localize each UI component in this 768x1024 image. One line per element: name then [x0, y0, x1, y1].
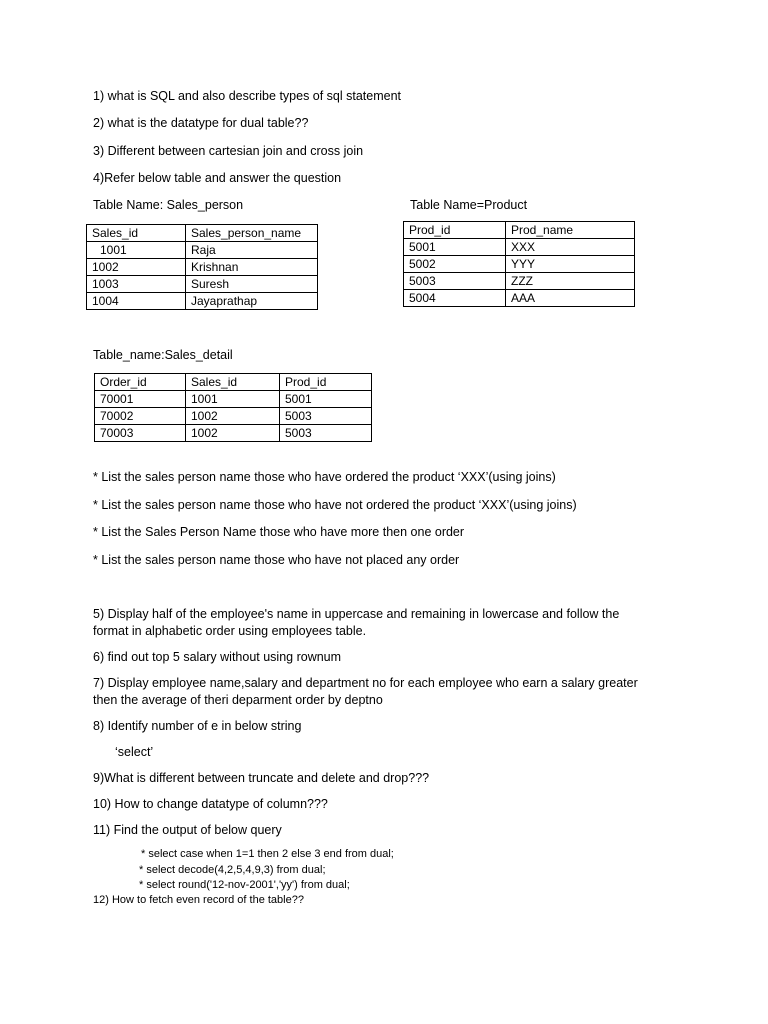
- table-header-cell: Prod_name: [506, 222, 635, 239]
- table-row: [404, 290, 635, 307]
- table-header-cell: Sales_id: [87, 225, 186, 242]
- table-row: [404, 239, 635, 256]
- table-header-cell: Prod_id: [404, 222, 506, 239]
- table-row: [87, 276, 318, 293]
- table-row: [95, 425, 372, 442]
- question-1: 1) what is SQL and also describe types of sql statement: [93, 89, 402, 103]
- question-11: 11) Find the output of below query: [93, 823, 282, 837]
- table-header-cell: Prod_id: [280, 374, 372, 391]
- table-cell: 1001: [186, 391, 280, 408]
- table-row: [404, 273, 635, 290]
- table-row: [87, 259, 318, 276]
- table-cell: Jayaprathap: [186, 293, 318, 310]
- sales-person-table: [86, 224, 318, 310]
- question-9: 9)What is different between truncate and delete and drop???: [93, 771, 430, 785]
- query-line: * select case when 1=1 then 2 else 3 end from dual;: [141, 848, 394, 860]
- question-7-line-2: then the average of theri deparment order by deptno: [93, 693, 383, 707]
- table-cell: 5002: [404, 256, 506, 273]
- table-header-row: [95, 374, 372, 391]
- bullet-question: * List the sales person name those who have not placed any order: [93, 553, 460, 567]
- table-row: [87, 293, 318, 310]
- table-cell: 70001: [95, 391, 186, 408]
- query-line: * select decode(4,2,5,4,9,3) from dual;: [139, 864, 326, 876]
- question-5-line-2: format in alphabetic order using employees table.: [93, 624, 367, 638]
- query-line: * select round('12-nov-2001','yy') from dual;: [139, 879, 350, 891]
- table-cell: ZZZ: [506, 273, 635, 290]
- table-row: [87, 242, 318, 259]
- table-cell: 70002: [95, 408, 186, 425]
- table-cell: 1002: [186, 408, 280, 425]
- table-cell: AAA: [506, 290, 635, 307]
- table-cell: 1002: [87, 259, 186, 276]
- question-10: 10) How to change datatype of column???: [93, 797, 328, 811]
- sales-person-table-title: Table Name: Sales_person: [93, 198, 244, 212]
- table-cell: 1003: [87, 276, 186, 293]
- product-table: [403, 221, 635, 307]
- question-2: 2) what is the datatype for dual table??: [93, 116, 309, 130]
- sales-detail-table-title: Table_name:Sales_detail: [93, 348, 233, 362]
- sales-detail-table: [94, 373, 372, 442]
- table-header-cell: Sales_person_name: [186, 225, 318, 242]
- table-cell: 5003: [280, 408, 372, 425]
- table-cell: 5001: [404, 239, 506, 256]
- table-row: [95, 408, 372, 425]
- table-cell: Krishnan: [186, 259, 318, 276]
- question-7-line-1: 7) Display employee name,salary and department no for each employee who earn a salary greater: [93, 676, 638, 690]
- bullet-question: * List the Sales Person Name those who have more then one order: [93, 525, 465, 539]
- table-cell: XXX: [506, 239, 635, 256]
- product-table-title: Table Name=Product: [410, 198, 528, 212]
- question-5-line-1: 5) Display half of the employee's name in uppercase and remaining in lowercase and follow the: [93, 607, 620, 621]
- table-header-cell: Order_id: [95, 374, 186, 391]
- table-cell: 1004: [87, 293, 186, 310]
- table-header-cell: Sales_id: [186, 374, 280, 391]
- table-cell: 1002: [186, 425, 280, 442]
- table-header-row: [404, 222, 635, 239]
- table-cell: 1001: [87, 242, 186, 259]
- bullet-question: * List the sales person name those who have ordered the product ‘XXX’(using joins): [93, 470, 556, 484]
- question-4: 4)Refer below table and answer the question: [93, 171, 342, 185]
- question-6: 6) find out top 5 salary without using rownum: [93, 650, 342, 664]
- table-cell: YYY: [506, 256, 635, 273]
- table-cell: 5004: [404, 290, 506, 307]
- bullet-question: * List the sales person name those who have not ordered the product ‘XXX’(using joins): [93, 498, 577, 512]
- question-8-string: ‘select’: [115, 745, 154, 759]
- table-row: [404, 256, 635, 273]
- table-cell: 5003: [280, 425, 372, 442]
- table-header-row: [87, 225, 318, 242]
- table-cell: Suresh: [186, 276, 318, 293]
- table-cell: 5001: [280, 391, 372, 408]
- table-row: [95, 391, 372, 408]
- table-cell: 5003: [404, 273, 506, 290]
- table-cell: Raja: [186, 242, 318, 259]
- table-cell: 70003: [95, 425, 186, 442]
- question-8: 8) Identify number of e in below string: [93, 719, 302, 733]
- question-12: 12) How to fetch even record of the table??: [93, 894, 304, 906]
- question-3: 3) Different between cartesian join and cross join: [93, 144, 364, 158]
